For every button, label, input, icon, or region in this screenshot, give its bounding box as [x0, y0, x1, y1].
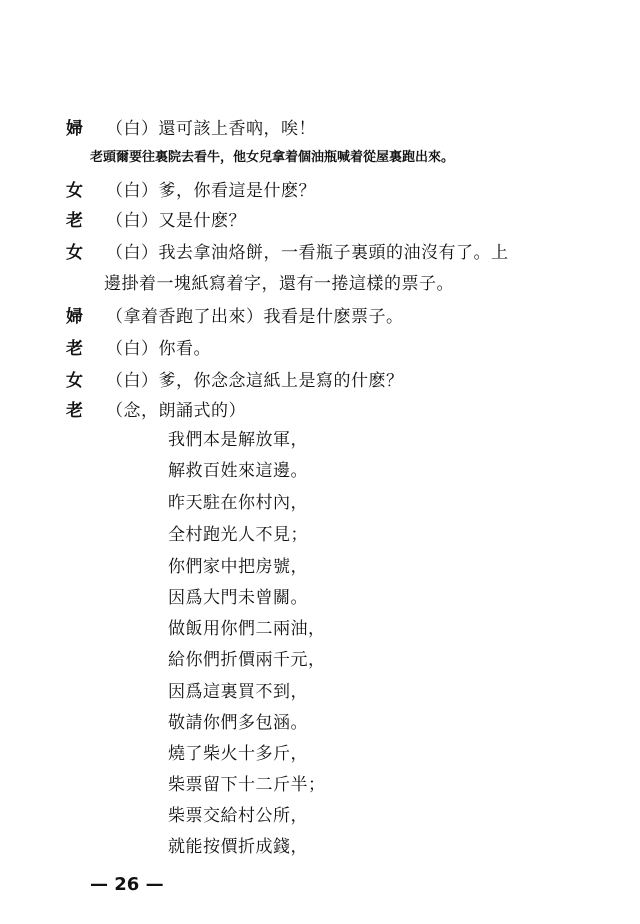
dialogue-text: （白）爹，你念念這紙上是寫的什麽？: [106, 371, 404, 391]
speaker-label: 老: [66, 401, 84, 421]
verse-line: 我們本是解放軍，: [168, 430, 308, 450]
verse-line: 昨天駐在你村內，: [168, 493, 308, 513]
verse-line: 因爲大門未曾關。: [168, 588, 308, 608]
dialogue-text: 邊掛着一塊紙寫着字，還有一捲這樣的票子。: [104, 274, 454, 294]
dialogue-text: （白）還可該上香吶，唉！: [106, 119, 316, 139]
dialogue-text: （拿着香跑了出來）我看是什麽票子。: [106, 307, 404, 327]
verse-line: 因爲這裏買不到，: [168, 682, 308, 702]
dialogue-text: （白）又是什麽？: [106, 211, 246, 231]
speaker-label: 老: [66, 339, 84, 359]
dialogue-text: （白）你看。: [106, 339, 211, 359]
verse-line: 燒了柴火十多斤，: [168, 744, 308, 764]
speaker-label: 婦: [66, 307, 84, 327]
speaker-label: 女: [66, 243, 84, 263]
verse-line: 柴票留下十二斤半；: [168, 775, 326, 795]
verse-line: 就能按價折成錢，: [168, 837, 308, 857]
verse-line: 給你們折價兩千元，: [168, 650, 326, 670]
verse-line: 你們家中把房號，: [168, 557, 308, 577]
page-number: — 26 —: [90, 874, 164, 895]
verse-line: 敬請你們多包涵。: [168, 713, 308, 733]
stage-direction: 老頭爾要往裏院去看牛，他女兒拿着個油瓶喊着從屋裏跑出來。: [90, 150, 455, 165]
speaker-label: 女: [66, 371, 84, 391]
speaker-label: 老: [66, 211, 84, 231]
verse-line: 柴票交給村公所，: [168, 806, 308, 826]
verse-line: 做飯用你們二兩油，: [168, 619, 326, 639]
speaker-label: 婦: [66, 119, 84, 139]
speaker-label: 女: [66, 181, 84, 201]
dialogue-text: （白）爹，你看這是什麽？: [106, 181, 316, 201]
verse-line: 全村跑光人不見；: [168, 525, 308, 545]
dialogue-text: （念，朗誦式的）: [106, 401, 246, 421]
dialogue-text: （白）我去拿油烙餅，一看瓶子裏頭的油沒有了。上: [106, 243, 509, 263]
verse-line: 解救百姓來這邊。: [168, 461, 308, 481]
